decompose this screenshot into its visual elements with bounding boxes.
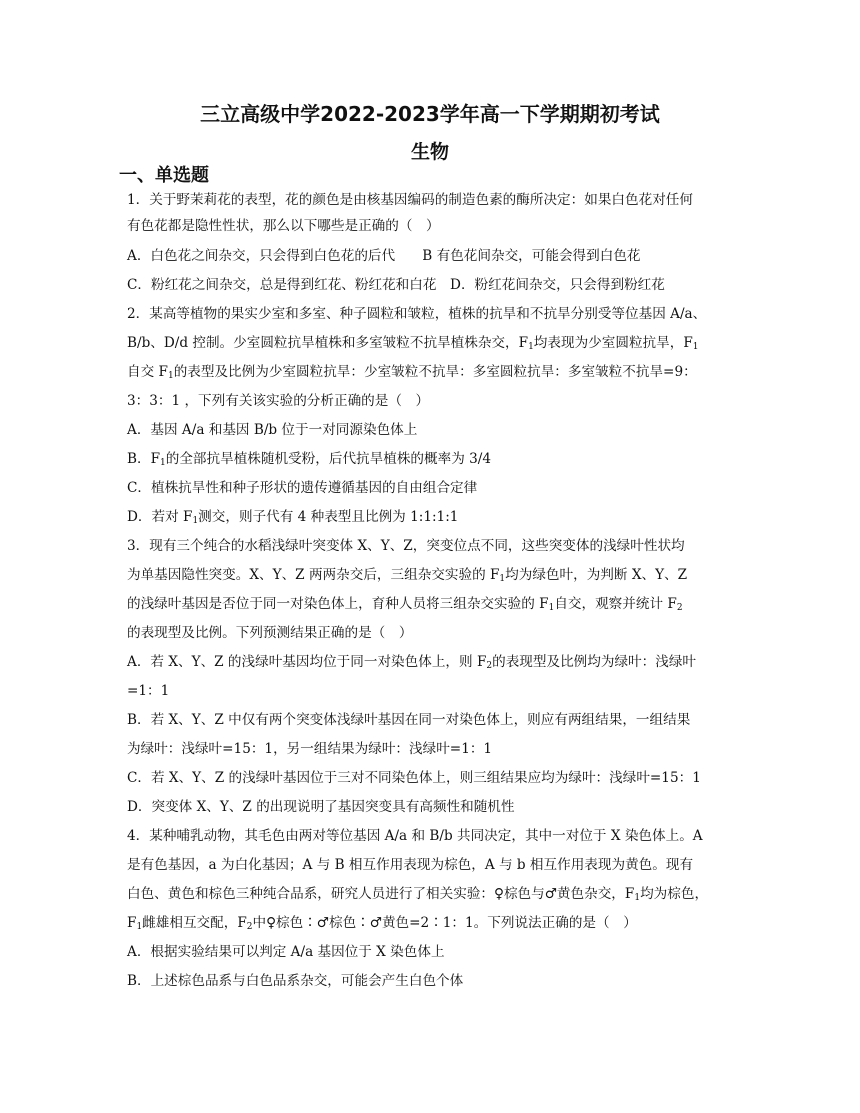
question-1-stem-line: 1．关于野茉莉花的表型，花的颜色是由核基因编码的制造色素的酶所决定：如果白色花对任何 xyxy=(127,192,693,208)
question-4-stem-line: 4．某种哺乳动物，其毛色由两对等位基因 A/a 和 B/b 共同决定，其中一对位于 X 染色体上。A xyxy=(127,828,703,844)
question-2-stem-line: 3：3：1 ，下列有关该实验的分析正确的是（ ） xyxy=(127,393,430,409)
question-1-options-cd: C．粉红花之间杂交，总是得到红花、粉红花和白花 D．粉红花间杂交，只会得到粉红花 xyxy=(127,277,665,293)
question-3-stem-line: 为单基因隐性突变。X、Y、Z 两两杂交后，三组杂交实验的 $F_1$均为绿色叶，为判断 X、Y、Z xyxy=(127,567,688,584)
question-2-stem-line: B/b、D/d 控制。少室圆粒抗旱植株和多室皱粒不抗旱植株杂交，$F_1$均表现为少室圆粒抗旱，$F_1$ xyxy=(127,335,699,352)
question-3-option-d: D．突变体 X、Y、Z 的出现说明了基因突变具有高频性和随机性 xyxy=(127,799,515,815)
question-4-option-b: B．上述棕色品系与白色品系杂交，可能会产生白色个体 xyxy=(127,973,464,989)
question-3-option-b-cont: 为绿叶：浅绿叶=15：1，另一组结果为绿叶：浅绿叶=1：1 xyxy=(127,741,493,757)
question-1-options-ab: A．白色花之间杂交，只会得到白色花的后代 B 有色花间杂交，可能会得到白色花 xyxy=(127,248,641,264)
question-2-stem-line: 2．某高等植物的果实少室和多室、种子圆粒和皱粒，植株的抗旱和不抗旱分别受等位基因 A/a、 xyxy=(127,306,707,322)
section-heading: 一、单选题 xyxy=(119,165,209,186)
question-1-stem-line: 有色花都是隐性性状，那么以下哪些是正确的（ ） xyxy=(127,218,440,234)
question-4-stem-line: 白色、黄色和棕色三种纯合品系，研究人员进行了相关实验：♀棕色与♂黄色杂交，$F_1$均为棕色， xyxy=(127,886,709,903)
question-3-stem-line: 3．现有三个纯合的水稻浅绿叶突变体 X、Y、Z，突变位点不同，这些突变体的浅绿叶性状均 xyxy=(127,538,685,554)
question-4-stem-line: 是有色基因，a 为白化基因；A 与 B 相互作用表现为棕色，A 与 b 相互作用表现为黄色。现有 xyxy=(127,857,694,873)
question-4-option-a: A．根据实验结果可以判定 A/a 基因位于 X 染色体上 xyxy=(127,944,445,960)
question-3-option-b: B．若 X、Y、Z 中仅有两个突变体浅绿叶基因在同一对染色体上，则应有两组结果，一组结果 xyxy=(127,712,691,728)
question-2-option-a: A．基因 A/a 和基因 B/b 位于一对同源染色体上 xyxy=(127,422,418,438)
question-2-stem-line: 自交 $F_1$的表型及比例为少室圆粒抗旱：少室皱粒不抗旱：多室圆粒抗旱：多室皱粒不抗旱=9： xyxy=(127,364,697,381)
question-3-stem-line: 的表现型及比例。下列预测结果正确的是（ ） xyxy=(127,625,413,641)
question-2-option-b: B．$F_1$的全部抗旱植株随机受粉，后代抗旱植株的概率为 3/4 xyxy=(127,451,492,468)
exam-subject: 生物 xyxy=(410,141,449,163)
question-3-option-a: A．若 X、Y、Z 的浅绿叶基因均位于同一对染色体上，则 $F_2$的表现型及比例均为绿叶：浅绿叶 xyxy=(127,654,697,671)
question-3-option-a-cont: =1：1 xyxy=(127,683,170,699)
question-2-option-d: D．若对 $F_1$测交，则子代有 4 种表型且比例为 1:1:1:1 xyxy=(127,509,459,526)
exam-title: 三立高级中学2022-2023学年高一下学期期初考试 xyxy=(200,102,660,126)
question-2-option-c: C．植株抗旱性和种子形状的遗传遵循基因的自由组合定律 xyxy=(127,480,478,496)
question-3-option-c: C．若 X、Y、Z 的浅绿叶基因位于三对不同染色体上，则三组结果应均为绿叶：浅绿叶=15：1 xyxy=(127,770,701,786)
question-3-stem-line: 的浅绿叶基因是否位于同一对染色体上，育种人员将三组杂交实验的 $F_1$自交，观察并统计 $F_2$ xyxy=(127,596,683,613)
question-4-stem-line: $F_1$雌雄相互交配，$F_2$中♀棕色∶♂棕色∶♂黄色=2∶1：1。下列说法正确的是（ ） xyxy=(127,915,637,932)
